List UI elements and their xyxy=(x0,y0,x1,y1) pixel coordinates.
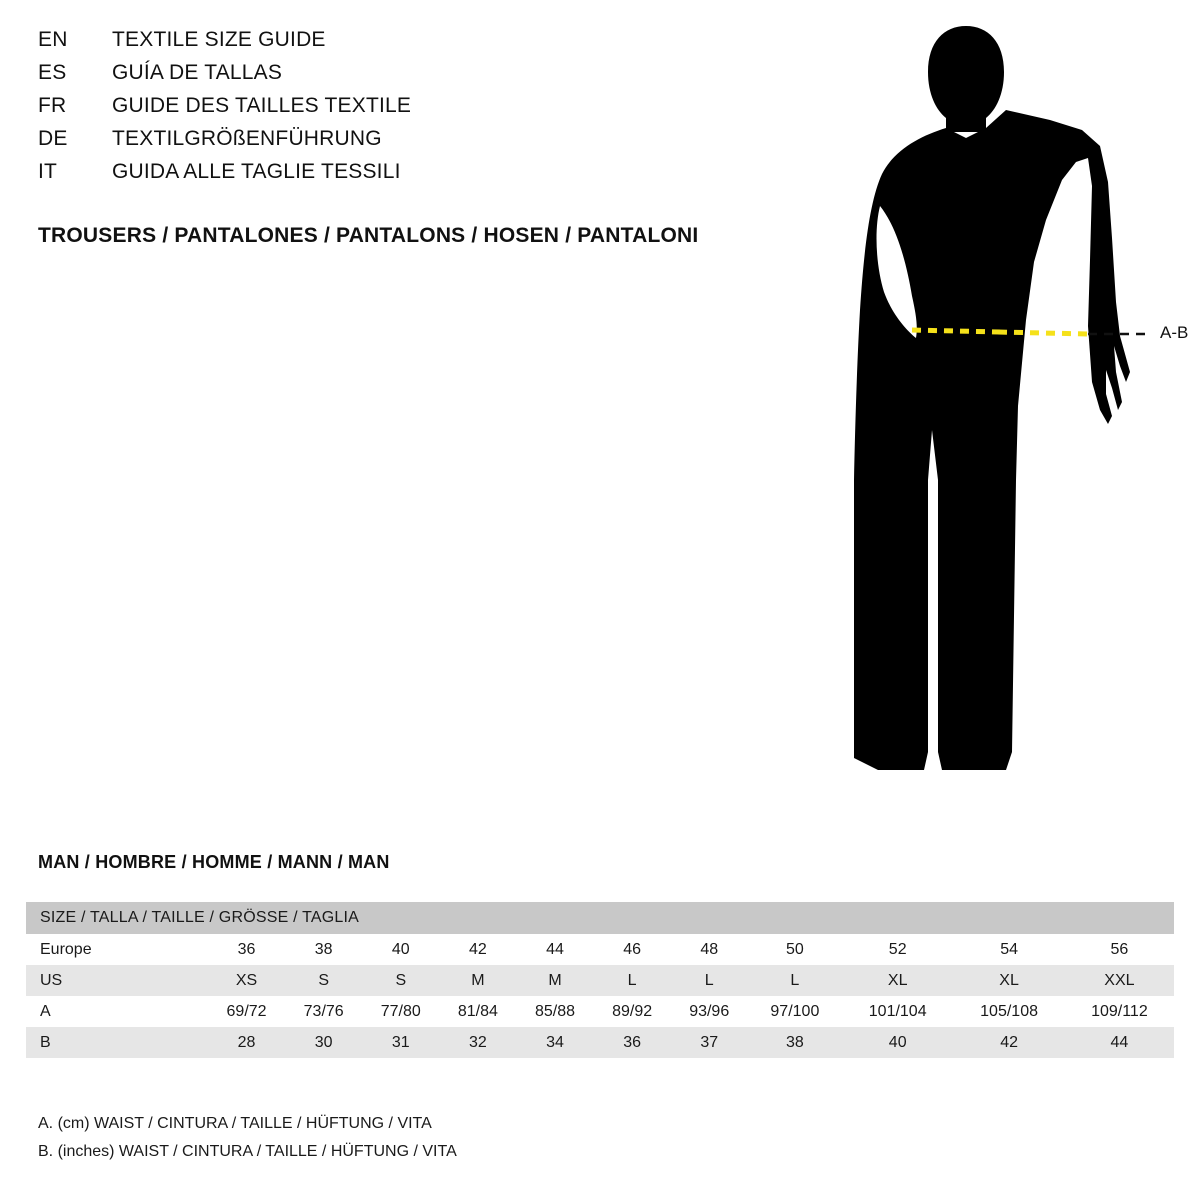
table-cell: 89/92 xyxy=(594,996,671,1027)
table-row xyxy=(26,934,1174,965)
language-title: TEXTILGRÖßENFÜHRUNG xyxy=(112,127,382,150)
table-cell: 81/84 xyxy=(439,996,516,1027)
table-row xyxy=(26,996,1174,1027)
table-cell: 31 xyxy=(362,1027,439,1058)
table-cell: S xyxy=(285,965,362,996)
table-cell: 40 xyxy=(362,934,439,965)
table-cell: 42 xyxy=(439,934,516,965)
table-cell: XL xyxy=(953,965,1064,996)
row-label: B xyxy=(26,1027,208,1058)
table-cell: 73/76 xyxy=(285,996,362,1027)
table-cell: S xyxy=(362,965,439,996)
table-cell: L xyxy=(671,965,748,996)
table-cell: M xyxy=(439,965,516,996)
language-title: GUIDE DES TAILLES TEXTILE xyxy=(112,94,412,117)
table-cell: XXL xyxy=(1065,965,1174,996)
table-cell: 34 xyxy=(516,1027,593,1058)
row-label: A xyxy=(26,996,208,1027)
table-cell: 85/88 xyxy=(516,996,593,1027)
table-cell: 44 xyxy=(516,934,593,965)
footnote-a: A. (cm) WAIST / CINTURA / TAILLE / HÜFTUNG / VITA xyxy=(38,1115,432,1132)
table-cell: 38 xyxy=(285,934,362,965)
language-code: DE xyxy=(38,127,68,150)
table-cell: 30 xyxy=(285,1027,362,1058)
table-cell: 36 xyxy=(594,1027,671,1058)
language-code: IT xyxy=(38,160,58,183)
size-table xyxy=(26,902,1174,1058)
table-cell: L xyxy=(594,965,671,996)
language-row xyxy=(38,160,818,193)
table-cell: 52 xyxy=(842,934,953,965)
table-cell: XS xyxy=(208,965,285,996)
table-header-row xyxy=(26,902,1174,934)
table-row xyxy=(26,965,1174,996)
table-cell: 54 xyxy=(953,934,1064,965)
language-title: GUIDA ALLE TAGLIE TESSILI xyxy=(112,160,401,183)
table-cell: 38 xyxy=(748,1027,842,1058)
figure-illustration xyxy=(820,10,1200,800)
table-cell: 42 xyxy=(953,1027,1064,1058)
table-cell: 77/80 xyxy=(362,996,439,1027)
table-cell: 44 xyxy=(1065,1027,1174,1058)
table-cell: 101/104 xyxy=(842,996,953,1027)
row-label: Europe xyxy=(26,934,208,965)
table-cell: 109/112 xyxy=(1065,996,1174,1027)
language-title-block xyxy=(38,28,818,193)
table-cell: 105/108 xyxy=(953,996,1064,1027)
male-silhouette-icon xyxy=(820,10,1200,800)
table-cell: 56 xyxy=(1065,934,1174,965)
table-cell: 40 xyxy=(842,1027,953,1058)
section-label-man: MAN / HOMBRE / HOMME / MANN / MAN xyxy=(38,852,390,872)
ab-measure-label: A-B xyxy=(1160,323,1189,342)
table-header-label: SIZE / TALLA / TAILLE / GRÖSSE / TAGLIA xyxy=(26,902,1174,934)
table-cell: XL xyxy=(842,965,953,996)
language-row xyxy=(38,94,818,127)
table-cell: 28 xyxy=(208,1027,285,1058)
table-cell: L xyxy=(748,965,842,996)
language-code: EN xyxy=(38,28,68,51)
table-cell: 36 xyxy=(208,934,285,965)
table-cell: 97/100 xyxy=(748,996,842,1027)
footnotes xyxy=(38,1110,457,1166)
table-cell: 32 xyxy=(439,1027,516,1058)
table-cell: 37 xyxy=(671,1027,748,1058)
language-title: TEXTILE SIZE GUIDE xyxy=(112,28,326,51)
language-code: ES xyxy=(38,61,67,84)
table-cell: 50 xyxy=(748,934,842,965)
table-row xyxy=(26,1027,1174,1058)
language-title: GUÍA DE TALLAS xyxy=(112,61,283,84)
footnote-b: B. (inches) WAIST / CINTURA / TAILLE / HÜFTUNG / VITA xyxy=(38,1143,457,1160)
table-cell: 48 xyxy=(671,934,748,965)
row-label: US xyxy=(26,965,208,996)
language-row xyxy=(38,127,818,160)
language-row xyxy=(38,28,818,61)
table-cell: 93/96 xyxy=(671,996,748,1027)
language-code: FR xyxy=(38,94,67,117)
table-cell: M xyxy=(516,965,593,996)
table-cell: 69/72 xyxy=(208,996,285,1027)
language-row xyxy=(38,61,818,94)
garment-type-title: TROUSERS / PANTALONES / PANTALONS / HOSEN / PANTALONI xyxy=(38,224,699,247)
table-cell: 46 xyxy=(594,934,671,965)
